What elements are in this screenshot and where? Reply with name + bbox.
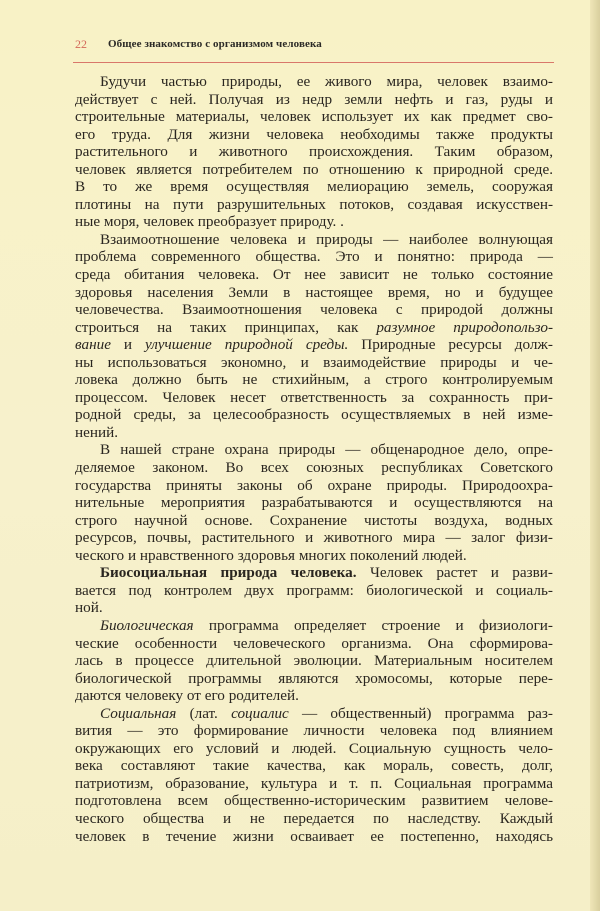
text-line [75, 424, 553, 442]
text-run: лась в процессе длительной эволюции. Материальным носителем [75, 652, 553, 670]
text-run: ресурсов, почвы, растительного и животного мира — залог физи- [75, 529, 553, 547]
text-run: ческие особенности человеческого организма. Она сформирова- [75, 634, 553, 652]
text-run: ческого и нравственного здоровья многих поколений людей. [75, 546, 467, 564]
text-line [75, 91, 553, 109]
text-run: строительные материалы, человек использует их как предмет сво- [75, 108, 553, 126]
text-line [75, 652, 553, 670]
running-header [75, 37, 555, 53]
text-line [75, 231, 553, 249]
text-run: даются человеку от его родителей. [75, 687, 299, 705]
text-run: Будучи частью природы, ее живого мира, человек взаимо- [100, 73, 553, 90]
text-line [75, 266, 553, 284]
text-line [75, 792, 553, 810]
text-run: его труда. Для жизни человека необходимы также продукты [75, 125, 553, 143]
text-run: растительного и животного происхождения. Таким образом, [75, 143, 553, 161]
text-run: ной. [75, 599, 103, 617]
text-run: государства приняты законы об охране природы. Природоохра- [75, 476, 553, 494]
text-line [75, 582, 553, 600]
text-line [75, 459, 553, 477]
text-run: среда обитания человека. От нее зависит не только состояние [75, 266, 553, 284]
text-line [75, 126, 553, 144]
text-run: ческого общества и не передается по наследству. Каждый [75, 809, 553, 827]
text-run: подготовлена всем общественно-историческим развитием челове- [75, 792, 553, 810]
text-line [75, 441, 553, 459]
text-line [75, 477, 553, 495]
text-line [75, 108, 553, 126]
italic-term: вание [75, 336, 111, 354]
italic-term: социалис [231, 704, 289, 722]
text-run: процессом. Человек несет ответственность за сохранность при- [75, 388, 553, 406]
text-line [75, 705, 553, 723]
text-line [75, 810, 553, 828]
text-run: вается под контролем двух программ: биологической и социаль- [75, 581, 553, 599]
text-run: патриотизм, образование, культура и т. п. Социальная программа [75, 774, 553, 792]
text-line [75, 740, 553, 758]
text-line [75, 670, 553, 688]
text-line [75, 73, 553, 91]
body-text [75, 73, 553, 845]
paragraph [75, 441, 553, 564]
text-line [75, 284, 553, 302]
text-run: программа определяет строение и физиологи- [193, 616, 553, 634]
text-run: действует с ней. Получая из недр земли нефть и газ, руды и [75, 90, 553, 108]
bold-heading: Биосоциальная природа человека. [100, 564, 357, 582]
text-line [75, 248, 553, 266]
text-run: биологической программы являются хромосомы, которые пере- [75, 669, 553, 687]
italic-term: Социальная [100, 704, 177, 722]
chapter-title: Общее знакомство с организмом человека [108, 38, 322, 50]
text-line [75, 635, 553, 653]
text-run: В то же время осуществляя мелиорацию земель, сооружая [75, 178, 553, 196]
text-line [75, 757, 553, 775]
text-line [75, 354, 553, 372]
text-run: нений. [75, 423, 119, 441]
text-run: строиться на таких принципах, как [75, 318, 377, 336]
paragraph [75, 231, 553, 442]
text-line [75, 547, 553, 565]
text-run: родной среды, за целесообразность осуществляемых в ней изме- [75, 406, 553, 424]
text-line [75, 196, 553, 214]
header-rule [73, 62, 554, 63]
text-line [75, 512, 553, 530]
text-run: проблема современного общества. Это и понятно: природа — [75, 248, 553, 266]
text-run: деляемое законом. Во всех союзных республиках Советского [75, 459, 553, 477]
text-line [75, 178, 553, 196]
italic-term: разумное природопользо- [376, 318, 553, 336]
paragraph [75, 705, 553, 845]
text-line [75, 143, 553, 161]
text-run: ные моря, человек преобразует природу. . [75, 213, 344, 231]
text-line [75, 389, 553, 407]
text-line [75, 828, 553, 846]
text-line [75, 161, 553, 179]
text-run: Взаимоотношение человека и природы — наиболее волнующая [100, 230, 553, 248]
italic-term: Биологическая [100, 616, 194, 634]
text-line [75, 406, 553, 424]
text-line [75, 722, 553, 740]
text-run: нительные мероприятия разрабатываются и осуществляются на [75, 494, 553, 512]
text-line [75, 687, 553, 705]
paragraph [75, 73, 553, 231]
text-run: плотины на пути разрушительных потоков, создавая искусствен- [75, 195, 553, 213]
text-run: Человек растет и разви- [356, 564, 553, 582]
text-line [75, 529, 553, 547]
text-line [75, 371, 553, 389]
text-run: строго научной основе. Сохранение чистоты воздуха, водных [75, 511, 553, 529]
paragraph [75, 617, 553, 705]
text-run: ловека должно быть не стихийным, а строго контролируемым [75, 371, 553, 389]
text-run: вития — это формирование личности человека под влиянием [75, 722, 553, 740]
text-run: века составляют такие качества, как мораль, совесть, долг, [75, 757, 553, 775]
text-run: — общественный) программа раз- [288, 704, 553, 722]
text-line [75, 301, 553, 319]
text-line [75, 336, 553, 354]
text-line [75, 599, 553, 617]
text-run: В нашей стране охрана природы — общенародное дело, опре- [100, 441, 553, 459]
page-number: 22 [75, 37, 87, 51]
text-run: человек является потребителем по отношению к природной среде. [75, 160, 553, 178]
italic-term: улучшение природной среды. [144, 336, 349, 354]
text-run: и [110, 336, 145, 354]
text-run: здоровья населения Земли в настоящее время, но и будущее [75, 283, 553, 301]
text-run: Природные ресурсы долж- [348, 336, 553, 354]
paragraph [75, 564, 553, 617]
text-line [75, 564, 553, 582]
text-run: человек в течение жизни осваивает ее постепенно, находясь [75, 827, 553, 845]
text-line [75, 319, 553, 337]
text-line [75, 775, 553, 793]
text-line [75, 494, 553, 512]
text-run: ны использоваться экономно, и взаимодействие природы и че- [75, 353, 553, 371]
text-line [75, 213, 553, 231]
text-run: (лат. [176, 704, 232, 722]
page-edge [590, 0, 600, 911]
text-run: окружающих его условий и людей. Социальную сущность чело- [75, 739, 553, 757]
text-run: человечества. Взаимоотношения человека с природой должны [75, 301, 553, 319]
text-line [75, 617, 553, 635]
